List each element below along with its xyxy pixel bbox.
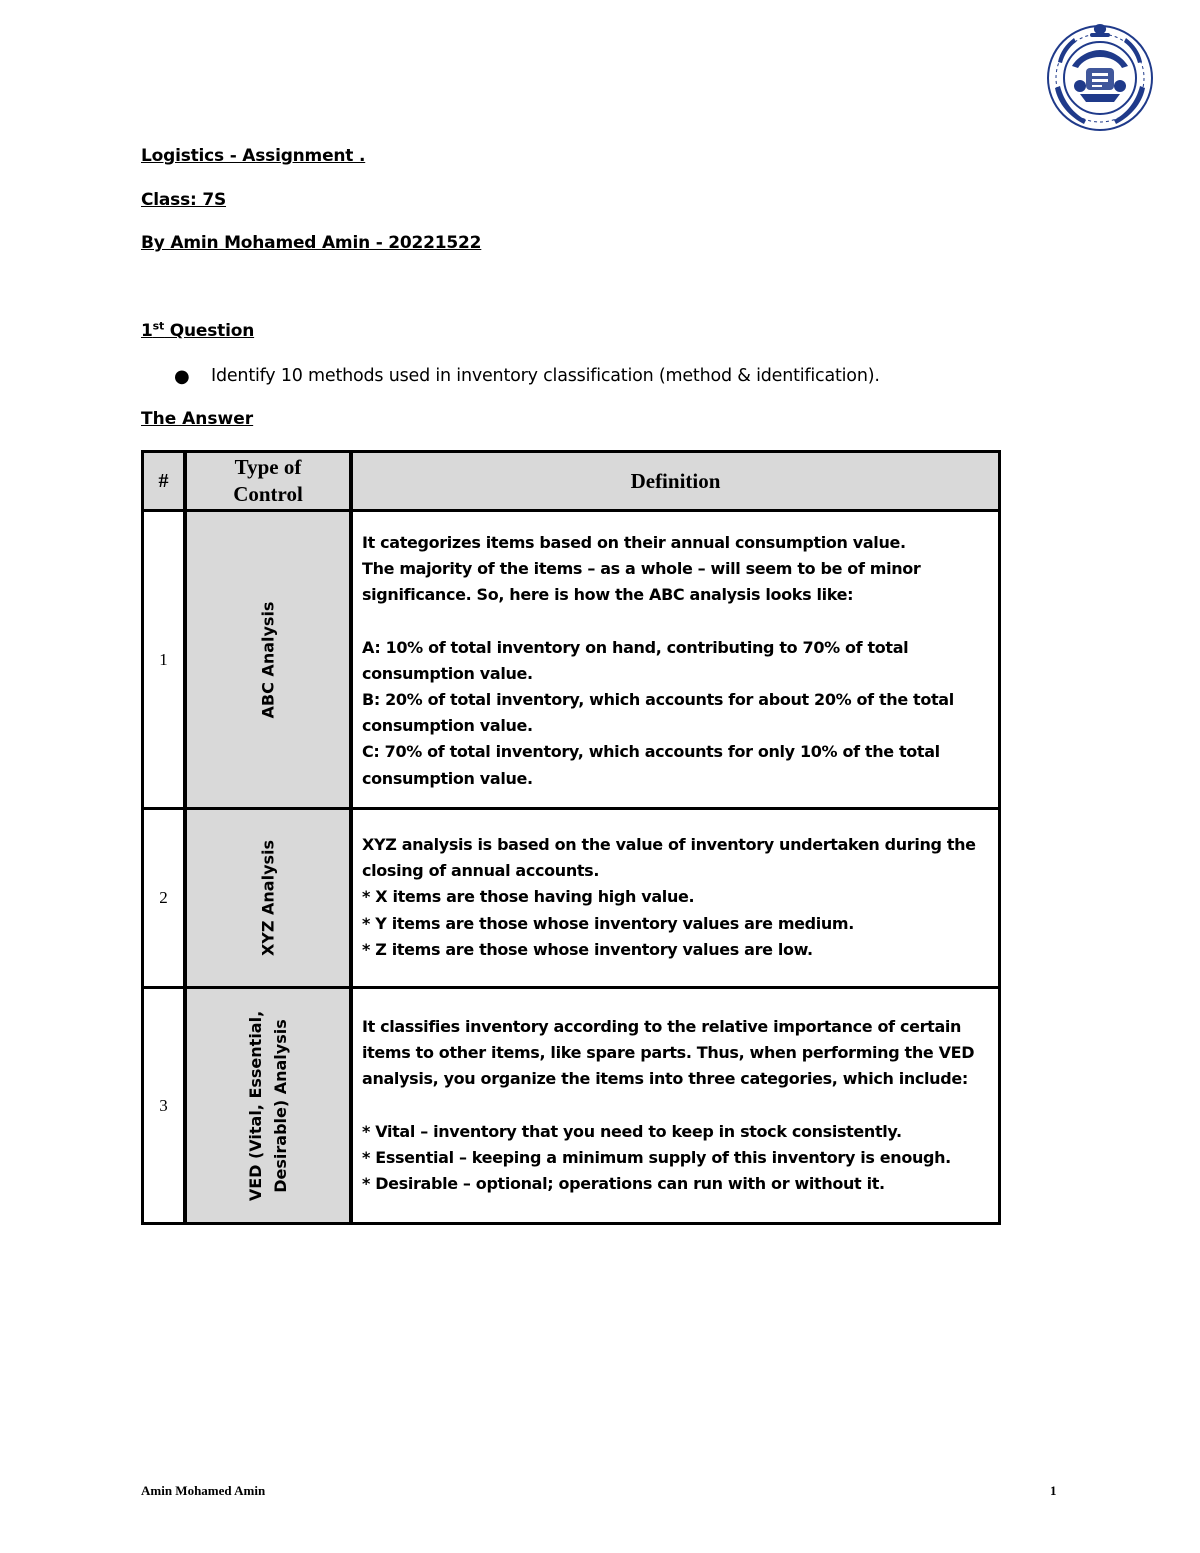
row-type-line1: ABC Analysis — [258, 601, 278, 718]
definition-paragraph: * Z items are those whose inventory values are low. — [362, 939, 813, 959]
definition-paragraph: The majority of the items – as a whole – will seem to be of minor significance. So, here is how the ABC analysis looks like: — [362, 559, 921, 605]
header-type-line2: Control — [233, 482, 303, 506]
row-type-cell — [187, 989, 353, 1222]
definition-paragraph: A: 10% of total inventory on hand, contributing to 70% of total consumption value. — [362, 637, 909, 683]
header-number: # — [144, 453, 187, 509]
row-definition-cell — [353, 810, 998, 986]
definition-paragraph: B: 20% of total inventory, which accounts for about 20% of the total consumption value. — [362, 690, 954, 736]
row-definition-text — [362, 530, 990, 792]
row-number: 1 — [144, 512, 187, 807]
answer-title: The Answer — [141, 409, 254, 429]
row-definition-cell — [353, 512, 998, 807]
definition-paragraph: * X items are those having high value. — [362, 887, 695, 907]
row-definition-text — [362, 832, 990, 963]
question-title — [141, 321, 254, 341]
class-line: Class: 7S — [141, 190, 227, 210]
table-row — [144, 989, 998, 1222]
row-type-line1: XYZ Analysis — [258, 839, 278, 957]
header-type-line1: Type of — [234, 455, 302, 479]
question-bullet-text: Identify 10 methods used in inventory classification (method & identification). — [211, 366, 880, 386]
classification-table — [141, 450, 1001, 1225]
row-type-cell — [187, 810, 353, 986]
academy-emblem-logo — [1040, 16, 1160, 136]
author-line: By Amin Mohamed Amin - 20221522 — [141, 233, 482, 253]
question-number: 1 — [141, 321, 153, 341]
row-number: 3 — [144, 989, 187, 1222]
definition-paragraph: XYZ analysis is based on the value of inventory undertaken during the closing of annual accounts. — [362, 835, 976, 881]
document-title: Logistics - Assignment . — [141, 146, 366, 166]
row-type-line2: Desirable) Analysis — [271, 1018, 290, 1193]
table-row — [144, 512, 998, 810]
row-definition-cell — [353, 989, 998, 1222]
definition-paragraph: * Vital – inventory that you need to keep in stock consistently. — [362, 1121, 902, 1141]
bullet-icon: ● — [174, 366, 190, 387]
row-definition-text — [362, 1014, 990, 1197]
row-type-cell — [187, 512, 353, 807]
definition-paragraph: It categorizes items based on their annual consumption value. — [362, 533, 906, 552]
table-row — [144, 810, 998, 989]
question-label: Question — [164, 321, 255, 341]
definition-paragraph: * Desirable – optional; operations can run with or without it. — [362, 1174, 885, 1194]
row-type-label — [256, 840, 281, 956]
definition-paragraph: * Y items are those whose inventory values are medium. — [362, 913, 854, 933]
definition-paragraph: * Essential – keeping a minimum supply of this inventory is enough. — [362, 1147, 951, 1167]
definition-paragraph: C: 70% of total inventory, which accounts for only 10% of the total consumption value. — [362, 742, 940, 788]
header-type-of-control — [187, 453, 353, 509]
question-ordinal-suffix: st — [152, 319, 165, 333]
header-definition: Definition — [353, 453, 998, 509]
table-header-row — [144, 453, 998, 512]
page-number: 1 — [1050, 1483, 1057, 1498]
row-type-label — [256, 601, 281, 718]
row-type-label — [243, 1010, 293, 1200]
footer-author: Amin Mohamed Amin — [141, 1483, 266, 1498]
definition-paragraph: It classifies inventory according to the relative importance of certain items to other items, like spare parts. Thus, when performing the VED analysis, you organize the items into three categories, which include: — [362, 1017, 975, 1089]
row-type-line1: VED (Vital, Essential, — [246, 1010, 265, 1201]
row-number: 2 — [144, 810, 187, 986]
